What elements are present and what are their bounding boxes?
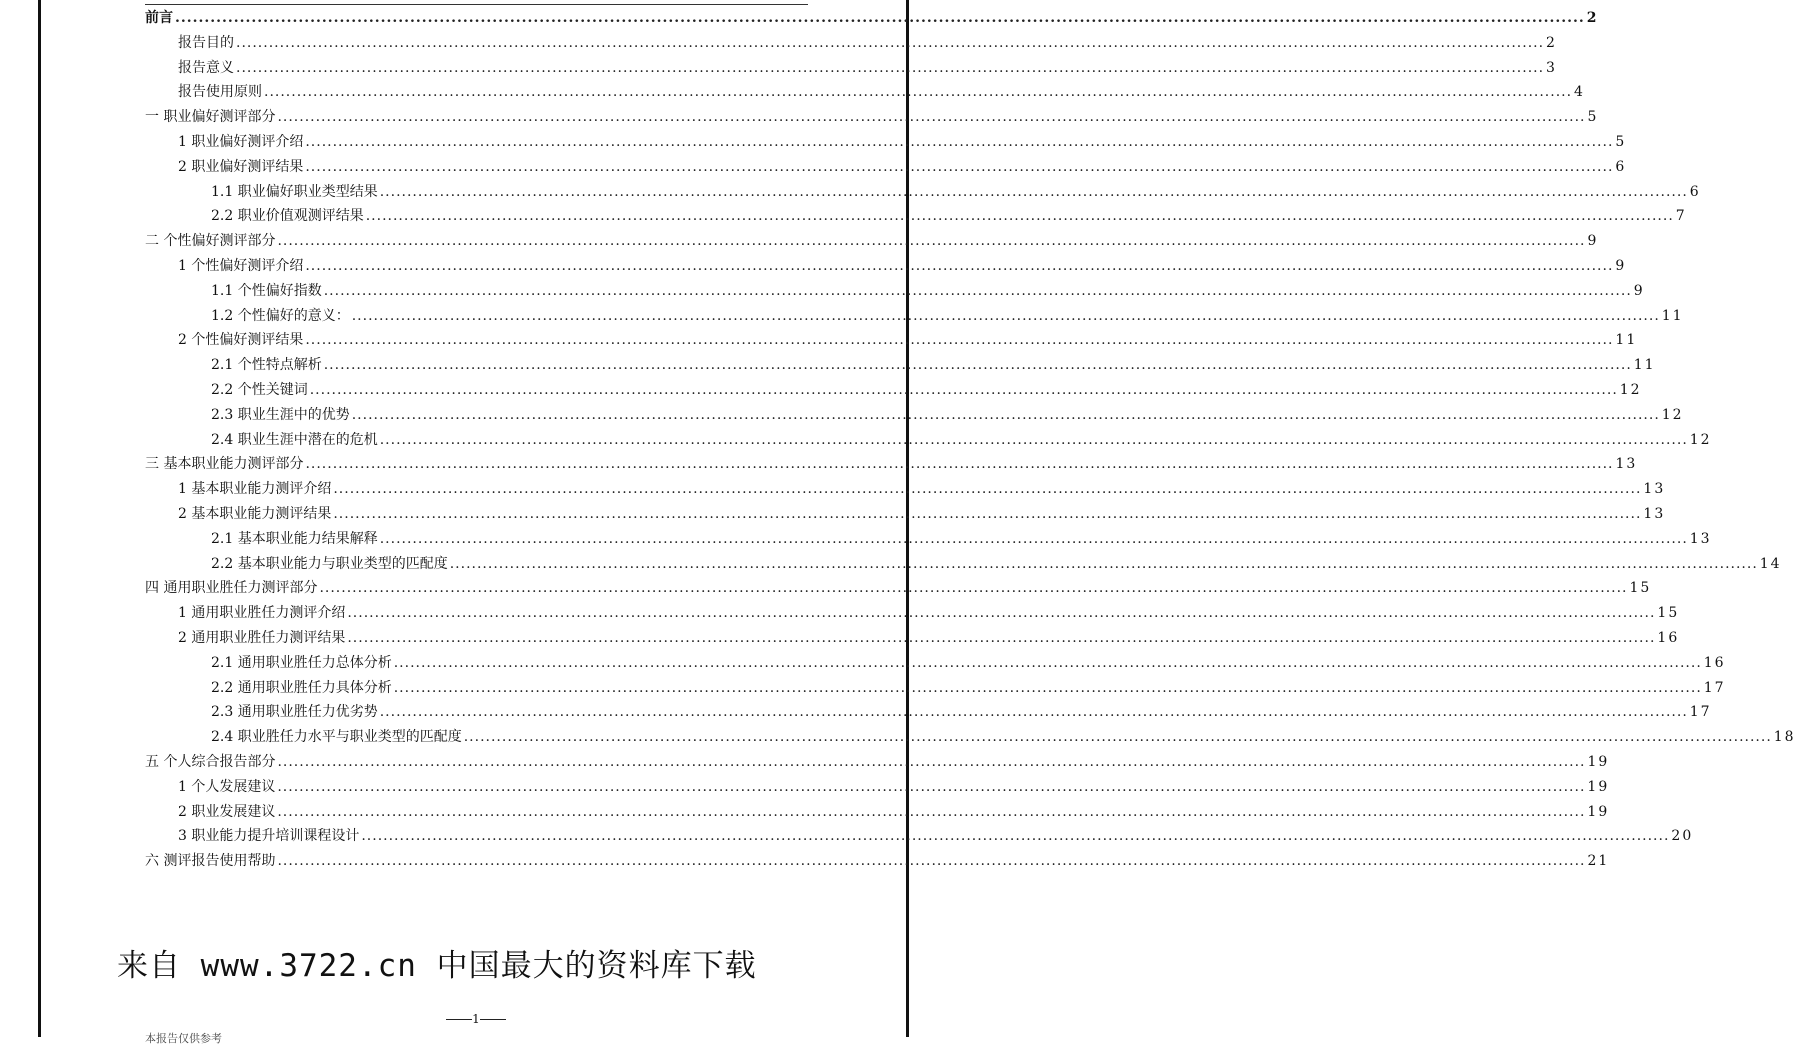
- toc-entry[interactable]: [145, 353, 1656, 378]
- toc-entry-page: 2: [1586, 10, 1599, 26]
- toc-leader-dots: [305, 328, 1613, 353]
- toc-leader-dots: [324, 353, 1632, 378]
- toc-leader-dots: [319, 576, 1627, 601]
- toc-leader-dots: [380, 700, 1688, 725]
- toc-entry[interactable]: [145, 849, 1610, 874]
- toc-entry-page: 11: [1633, 357, 1656, 374]
- toc-entry-page: 12: [1619, 381, 1642, 398]
- toc-entry[interactable]: [145, 502, 1666, 527]
- toc-entry[interactable]: [145, 601, 1680, 626]
- toc-leader-dots: [264, 80, 1572, 105]
- toc-entry-page: 18: [1773, 729, 1796, 746]
- toc-entry[interactable]: [145, 56, 1557, 81]
- page-number: [440, 1012, 512, 1026]
- page-number-value: 1: [472, 1012, 480, 1026]
- toc-leader-dots: [333, 502, 1641, 527]
- toc-entry[interactable]: [145, 31, 1557, 56]
- toc-leader-dots: [277, 849, 1585, 874]
- toc-entry-label: 2.1 通用职业胜任力总体分析: [211, 654, 392, 671]
- toc-entry-page: 13: [1689, 530, 1712, 547]
- toc-entry-page: 21: [1587, 853, 1610, 870]
- toc-entry-label: 2.2 职业价值观测评结果: [211, 208, 364, 225]
- toc-entry-label: 前言: [145, 10, 173, 26]
- toc-entry-page: 15: [1629, 580, 1652, 597]
- toc-entry-page: 3: [1546, 59, 1557, 76]
- toc-leader-dots: [277, 775, 1585, 800]
- toc-entry-page: 12: [1689, 431, 1712, 448]
- toc-entry-label: 2.2 个性关键词: [211, 381, 308, 398]
- toc-entry-label: 3 职业能力提升培训课程设计: [178, 828, 360, 845]
- toc-entry-label: 2.1 个性特点解析: [211, 357, 322, 374]
- toc-entry[interactable]: [145, 576, 1652, 601]
- toc-entry-label: 2 基本职业能力测评结果: [178, 505, 332, 522]
- toc-leader-dots: [305, 155, 1613, 180]
- toc-entry-label: 2.1 基本职业能力结果解释: [211, 530, 378, 547]
- page-number-dash-right: [480, 1019, 506, 1020]
- toc-entry-page: 19: [1587, 803, 1610, 820]
- toc-entry-label: 2.2 基本职业能力与职业类型的匹配度: [211, 555, 448, 572]
- toc-entry-label: 1 个性偏好测评介绍: [178, 257, 304, 274]
- toc-entry-page: 9: [1633, 282, 1645, 299]
- toc-entry-label: 一 职业偏好测评部分: [145, 109, 276, 126]
- toc-entry-label: 2 通用职业胜任力测评结果: [178, 629, 346, 646]
- toc-entry-label: 1 基本职业能力测评介绍: [178, 481, 332, 498]
- toc-entry-page: 19: [1587, 778, 1610, 795]
- toc-entry-label: 2 职业偏好测评结果: [178, 158, 304, 175]
- toc-leader-dots: [236, 56, 1544, 81]
- toc-entry-label: 2.4 职业胜任力水平与职业类型的匹配度: [211, 729, 462, 746]
- toc-entry-page: 16: [1657, 629, 1680, 646]
- toc-entry-label: 五 个人综合报告部分: [145, 753, 276, 770]
- toc-leader-dots: [450, 552, 1758, 577]
- toc-entry[interactable]: [145, 626, 1680, 651]
- toc-entry-page: 14: [1759, 555, 1782, 572]
- toc-entry-page: 11: [1661, 307, 1684, 324]
- toc-leader-dots: [380, 527, 1688, 552]
- footer-text: 本报告仅供参考: [145, 1032, 222, 1045]
- toc-entry-page: 19: [1587, 753, 1610, 770]
- toc-entry-label: 2.3 职业生涯中的优势: [211, 406, 350, 423]
- toc-entry[interactable]: [145, 527, 1712, 552]
- toc-leader-dots: [236, 31, 1544, 56]
- toc-leader-dots: [277, 105, 1585, 130]
- toc-entry[interactable]: [145, 180, 1701, 205]
- toc-entry-label: 1.1 职业偏好职业类型结果: [211, 183, 378, 200]
- toc-entry[interactable]: [145, 328, 1638, 353]
- toc-entry[interactable]: [145, 378, 1642, 403]
- toc-entry[interactable]: [145, 651, 1726, 676]
- toc-entry-page: 4: [1574, 84, 1585, 101]
- toc-leader-dots: [394, 676, 1702, 701]
- toc-entry-page: 6: [1615, 158, 1627, 175]
- toc-leader-dots: [305, 452, 1613, 477]
- toc-entry-page: 6: [1689, 183, 1701, 200]
- toc-entry[interactable]: [145, 428, 1712, 453]
- toc-entry-label: 1 通用职业胜任力测评介绍: [178, 605, 346, 622]
- toc-leader-dots: [464, 725, 1772, 750]
- toc-leader-dots: [305, 130, 1613, 155]
- toc-entry[interactable]: [145, 800, 1610, 825]
- toc-entry-page: 17: [1703, 679, 1726, 696]
- toc-entry-page: 5: [1587, 109, 1599, 126]
- toc-entry[interactable]: [145, 452, 1638, 477]
- toc-entry-page: 16: [1703, 654, 1726, 671]
- header-rule: [145, 4, 808, 5]
- toc-leader-dots: [175, 6, 1585, 31]
- toc-entry-page: 15: [1657, 605, 1680, 622]
- toc-entry-label: 报告使用原则: [178, 84, 262, 101]
- toc-entry-page: 13: [1615, 456, 1638, 473]
- toc-entry[interactable]: [145, 279, 1645, 304]
- toc-leader-dots: [324, 279, 1632, 304]
- toc-entry[interactable]: [145, 204, 1687, 229]
- toc-entry[interactable]: [145, 304, 1684, 329]
- toc-entry[interactable]: [145, 80, 1585, 105]
- toc-leader-dots: [347, 626, 1655, 651]
- toc-entry[interactable]: [145, 750, 1610, 775]
- toc-entry-page: 11: [1615, 332, 1638, 349]
- toc-leader-dots: [380, 428, 1688, 453]
- toc-entry-page: 20: [1671, 828, 1694, 845]
- toc-entry[interactable]: [145, 105, 1599, 130]
- download-banner: 来自 www.3722.cn 中国最大的资料库下载: [117, 948, 757, 984]
- toc-entry[interactable]: [145, 6, 1599, 31]
- table-of-contents: [145, 6, 1796, 874]
- toc-entry[interactable]: [145, 824, 1694, 849]
- toc-entry[interactable]: [145, 130, 1627, 155]
- toc-entry-page: 7: [1675, 208, 1687, 225]
- toc-entry-label: 1 职业偏好测评介绍: [178, 133, 304, 150]
- toc-entry-label: 2.2 通用职业胜任力具体分析: [211, 679, 392, 696]
- toc-entry[interactable]: [145, 229, 1599, 254]
- toc-entry-page: 2: [1546, 34, 1557, 51]
- toc-leader-dots: [366, 204, 1674, 229]
- toc-entry[interactable]: [145, 725, 1796, 750]
- toc-leader-dots: [310, 378, 1618, 403]
- toc-entry-label: 三 基本职业能力测评部分: [145, 456, 304, 473]
- toc-entry-page: 13: [1643, 481, 1666, 498]
- toc-entry[interactable]: [145, 700, 1712, 725]
- toc-entry-page: 13: [1643, 505, 1666, 522]
- toc-leader-dots: [352, 304, 1660, 329]
- toc-entry[interactable]: [145, 254, 1627, 279]
- toc-entry-label: 2 职业发展建议: [178, 803, 276, 820]
- toc-entry-label: 1 个人发展建议: [178, 778, 276, 795]
- toc-leader-dots: [394, 651, 1702, 676]
- toc-entry-page: 9: [1615, 257, 1627, 274]
- page-border-left: [38, 0, 41, 1037]
- toc-entry-page: 17: [1689, 704, 1712, 721]
- toc-leader-dots: [277, 750, 1585, 775]
- toc-leader-dots: [347, 601, 1655, 626]
- toc-entry-label: 六 测评报告使用帮助: [145, 853, 276, 870]
- toc-entry-label: 二 个性偏好测评部分: [145, 233, 276, 250]
- toc-leader-dots: [352, 403, 1660, 428]
- toc-leader-dots: [277, 229, 1585, 254]
- toc-entry-label: 报告目的: [178, 34, 234, 51]
- toc-leader-dots: [333, 477, 1641, 502]
- toc-entry[interactable]: [145, 676, 1726, 701]
- toc-leader-dots: [277, 800, 1585, 825]
- toc-entry[interactable]: [145, 155, 1627, 180]
- toc-leader-dots: [361, 824, 1669, 849]
- toc-entry-label: 2.3 通用职业胜任力优劣势: [211, 704, 378, 721]
- toc-entry-label: 四 通用职业胜任力测评部分: [145, 580, 318, 597]
- toc-entry[interactable]: [145, 477, 1666, 502]
- toc-leader-dots: [380, 180, 1688, 205]
- toc-entry-label: 1.2 个性偏好的意义：: [211, 307, 350, 324]
- toc-entry[interactable]: [145, 552, 1782, 577]
- page-number-dash-left: [446, 1019, 472, 1020]
- toc-entry-label: 1.1 个性偏好指数: [211, 282, 322, 299]
- toc-entry-page: 9: [1587, 233, 1599, 250]
- toc-leader-dots: [305, 254, 1613, 279]
- toc-entry-label: 报告意义: [178, 59, 234, 76]
- toc-entry-page: 5: [1615, 133, 1627, 150]
- toc-entry[interactable]: [145, 775, 1610, 800]
- toc-entry-label: 2.4 职业生涯中潜在的危机: [211, 431, 378, 448]
- toc-entry-page: 12: [1661, 406, 1684, 423]
- toc-entry-label: 2 个性偏好测评结果: [178, 332, 304, 349]
- toc-entry[interactable]: [145, 403, 1684, 428]
